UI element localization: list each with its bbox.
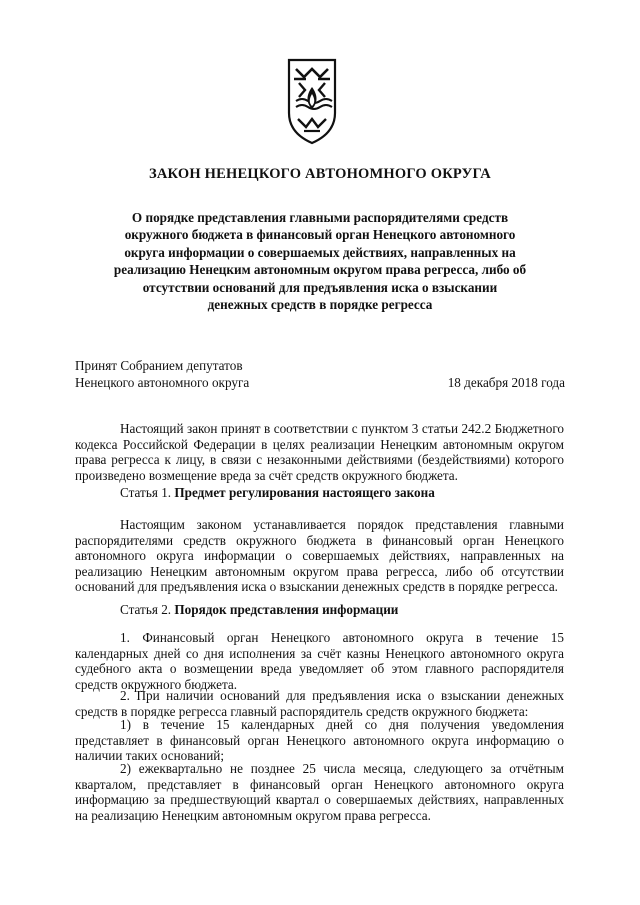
subject-line: отсутствии оснований для предъявления иска о взыскании	[142, 279, 498, 295]
article-label: Статья 2.	[120, 602, 172, 617]
subject-line: округа информации о совершаемых действиях, направленных на	[124, 244, 516, 260]
article-1-paragraph: Настоящим законом устанавливается порядок представления главными распорядителями средств окружного бюджета в финансовый орган Ненецкого автономного округа информации о совершаемых действиях, направленных на реализацию Ненецким автономным округом права регресса, либо об отсутствии оснований для предъявления иска о взыскании денежных средств в порядке регресса.	[75, 517, 564, 595]
coat-of-arms-icon	[286, 57, 338, 145]
subject-line: реализацию Ненецким автономным округом права регресса, либо об	[113, 262, 527, 278]
subject-line: О порядке представления главными распорядителями средств	[131, 210, 509, 225]
article-title: Предмет регулирования настоящего закона	[174, 485, 435, 500]
adoption-body	[75, 357, 249, 391]
subject-line: окружного бюджета в финансовый орган Ненецкого автономного	[124, 227, 516, 243]
subject-line: денежных средств в порядке регресса	[207, 297, 433, 313]
article-2-paragraph: 2) ежеквартально не позднее 25 числа месяца, следующего за отчётным кварталом, представляет в финансовый орган Ненецкого автономного округа информацию за предшествующий квартал о совершаемых действиях, направленных на реализацию Ненецким автономным округом права регресса.	[75, 761, 564, 823]
adoption-line: Ненецкого автономного округа	[75, 375, 250, 390]
adoption-line: Принят Собранием депутатов	[75, 358, 243, 373]
article-2-paragraph: 2. При наличии оснований для предъявления иска о взыскании денежных средств в порядке регресса главный распорядитель средств окружного бюджета:	[75, 688, 564, 719]
article-2-paragraph: 1) в течение 15 календарных дней со дня получения уведомления представляет в финансовый орган Ненецкого автономного округа информацию о наличии таких оснований;	[75, 717, 564, 764]
law-title: ЗАКОН НЕНЕЦКОГО АВТОНОМНОГО ОКРУГА	[149, 166, 491, 182]
law-subject	[70, 209, 570, 313]
adoption-date: 18 декабря 2018 года	[447, 375, 565, 390]
article-2-heading	[120, 602, 398, 618]
preamble-paragraph: Настоящий закон принят в соответствии с пунктом 3 статьи 242.2 Бюджетного кодекса Российской Федерации в целях реализации Ненецким автономным округом права регресса к лицу, в связи с незаконными действиями (бездействиями) которого произведено возмещение вреда за счёт средств окружного бюджета.	[75, 421, 564, 483]
article-title: Порядок представления информации	[174, 602, 399, 617]
article-label: Статья 1.	[120, 485, 172, 500]
article-2-paragraph: 1. Финансовый орган Ненецкого автономного округа в течение 15 календарных дней со дня исполнения за счёт казны Ненецкого автономного округа судебного акта о возмещении вреда уведомляет об этом главного распорядителя средств окружного бюджета.	[75, 630, 564, 692]
article-1-heading	[120, 485, 435, 501]
